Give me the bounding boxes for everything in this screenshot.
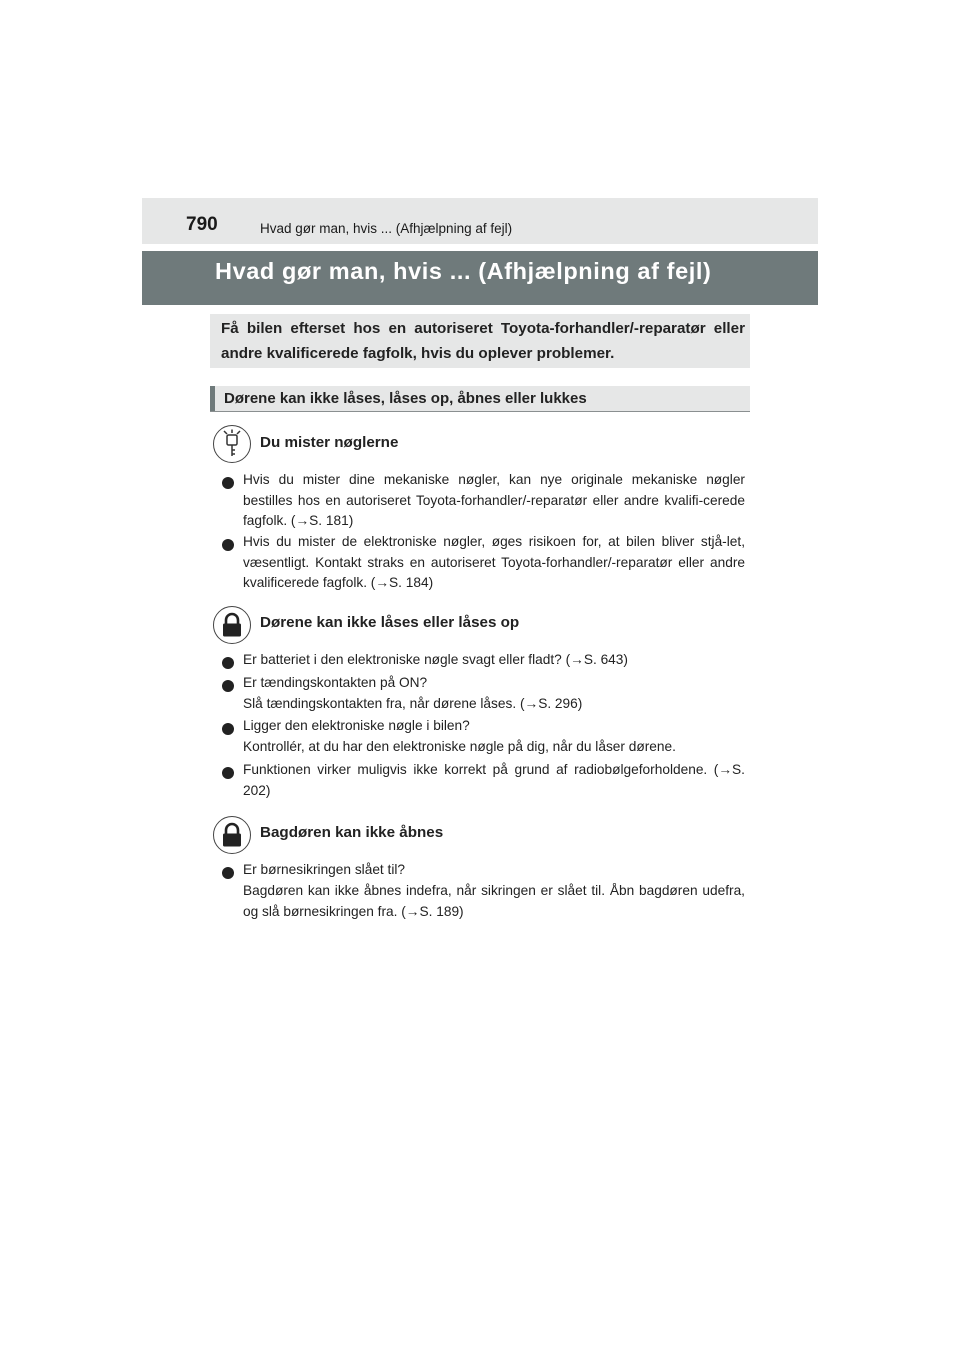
- section-heading-text: Dørene kan ikke låses, låses op, åbnes eller lukkes: [224, 390, 587, 407]
- section-heading: [210, 386, 750, 412]
- bullet-icon: [222, 723, 234, 735]
- list-item: Ligger den elektroniske nøgle i bilen?: [243, 718, 470, 733]
- page-title: Hvad gør man, hvis ... (Afhjælpning af fejl): [215, 258, 712, 284]
- lock-icon: [213, 606, 251, 644]
- subsection-title-doors-lock: Dørene kan ikke låses eller låses op: [260, 614, 520, 631]
- bullet-icon: [222, 539, 234, 551]
- bullet-icon: [222, 657, 234, 669]
- list-item: Hvis du mister dine mekaniske nøgler, kan nye originale mekaniske nøgler bestilles hos en autoriseret Toyota-forhandler/-reparatør eller andre kvalifi-cerede fagfolk. (→S. 181): [243, 472, 745, 528]
- list-item-detail: Kontrollér, at du har den elektroniske nøgle på dig, når du låser dørene.: [243, 739, 676, 754]
- bullet-icon: [222, 680, 234, 692]
- intro-text: Få bilen efterset hos en autoriseret Toyota-forhandler/-reparatør eller andre kvalificerede fagfolk, hvis du oplever problemer.: [221, 320, 745, 362]
- subsection-title-rear-door: Bagdøren kan ikke åbnes: [260, 824, 444, 841]
- subsection-title-lost-keys: Du mister nøglerne: [260, 434, 399, 451]
- list-item-detail: Bagdøren kan ikke åbnes indefra, når sikringen er slået til. Åbn bagdøren udefra, og slå børnesikringen fra. (→S. 189): [243, 883, 745, 919]
- page-number: 790: [186, 214, 218, 235]
- key-icon: [213, 425, 251, 463]
- lock-icon: [213, 816, 251, 854]
- list-item: Er tændingskontakten på ON?: [243, 675, 428, 690]
- bullet-icon: [222, 767, 234, 779]
- list-item: Er børnesikringen slået til?: [243, 862, 406, 877]
- list-item: Hvis du mister de elektroniske nøgler, øges risikoen for, at bilen bliver stjå-let, væsentligt. Kontakt straks en autoriseret Toyota-forhandler/-reparatør eller andre kvalificerede fagfolk. (→S. 184): [243, 534, 745, 590]
- bullet-icon: [222, 477, 234, 489]
- section-accent: [210, 386, 215, 411]
- list-item: Er batteriet i den elektroniske nøgle svagt eller fladt? (→S. 643): [243, 652, 628, 667]
- running-title: Hvad gør man, hvis ... (Afhjælpning af fejl): [260, 221, 513, 236]
- list-item-detail: Slå tændingskontakten fra, når dørene låses. (→S. 296): [243, 696, 583, 711]
- list-item: Funktionen virker muligvis ikke korrekt på grund af radiobølgeforholdene. (→S. 202): [243, 762, 745, 798]
- bullet-icon: [222, 867, 234, 879]
